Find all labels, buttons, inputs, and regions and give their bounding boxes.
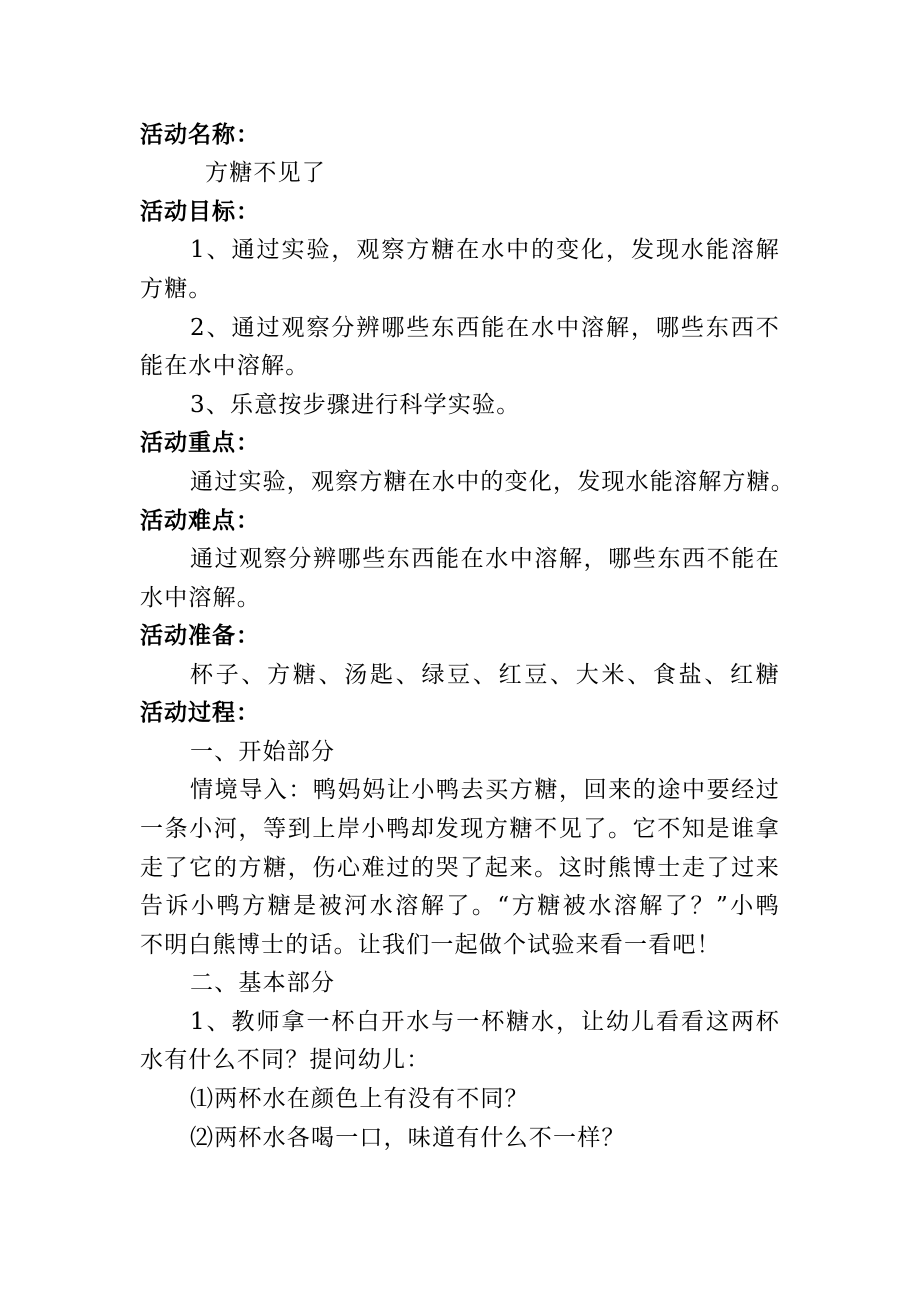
step-1-line1: 1、教师拿一杯白开水与一杯糖水，让幼儿看看这两杯 <box>190 1009 780 1035</box>
key-point: 通过实验，观察方糖在水中的变化，发现水能溶解方糖。 <box>190 469 795 495</box>
difficulty-heading: 活动难点： <box>140 508 260 534</box>
part-1-title: 一、开始部分 <box>190 739 336 765</box>
step-1-line2: 水有什么不同？提问幼儿： <box>140 1047 431 1073</box>
question-2: ⑵两杯水各喝一口，味道有什么不一样？ <box>190 1125 626 1151</box>
objective-1-line1: 1、通过实验，观察方糖在水中的变化，发现水能溶解 <box>190 237 780 263</box>
key-point-heading: 活动重点： <box>140 430 260 456</box>
objective-2-line1: 2、通过观察分辨哪些东西能在水中溶解，哪些东西不 <box>190 315 780 341</box>
intro-line4: 告诉小鸭方糖是被河水溶解了。“方糖被水溶解了？”小鸭 <box>140 893 780 919</box>
objective-2-line2: 能在水中溶解。 <box>140 353 310 379</box>
difficulty-line1: 通过观察分辨哪些东西能在水中溶解，哪些东西不能在 <box>190 546 780 572</box>
activity-name-heading: 活动名称： <box>140 122 260 148</box>
intro-line5: 不明白熊博士的话。让我们一起做个试验来看一看吧！ <box>140 932 721 958</box>
difficulty-line2: 水中溶解。 <box>140 585 261 611</box>
activity-name: 方糖不见了 <box>205 160 326 186</box>
process-heading: 活动过程： <box>140 700 260 726</box>
question-1: ⑴两杯水在颜色上有没有不同？ <box>190 1086 529 1112</box>
objective-1-line2: 方糖。 <box>140 276 213 302</box>
part-2-title: 二、基本部分 <box>190 970 336 996</box>
intro-line2: 一条小河，等到上岸小鸭却发现方糖不见了。它不知是谁拿 <box>140 816 780 842</box>
preparation-list: 杯子、方糖、汤匙、绿豆、红豆、大米、食盐、红糖 <box>190 662 780 688</box>
objectives-heading: 活动目标： <box>140 199 260 225</box>
preparation-heading: 活动准备： <box>140 623 260 649</box>
intro-line1: 情境导入：鸭妈妈让小鸭去买方糖，回来的途中要经过 <box>190 777 780 803</box>
objective-3: 3、乐意按步骤进行科学实验。 <box>190 392 521 418</box>
intro-line3: 走了它的方糖，伤心难过的哭了起来。这时熊博士走了过来 <box>140 855 780 881</box>
